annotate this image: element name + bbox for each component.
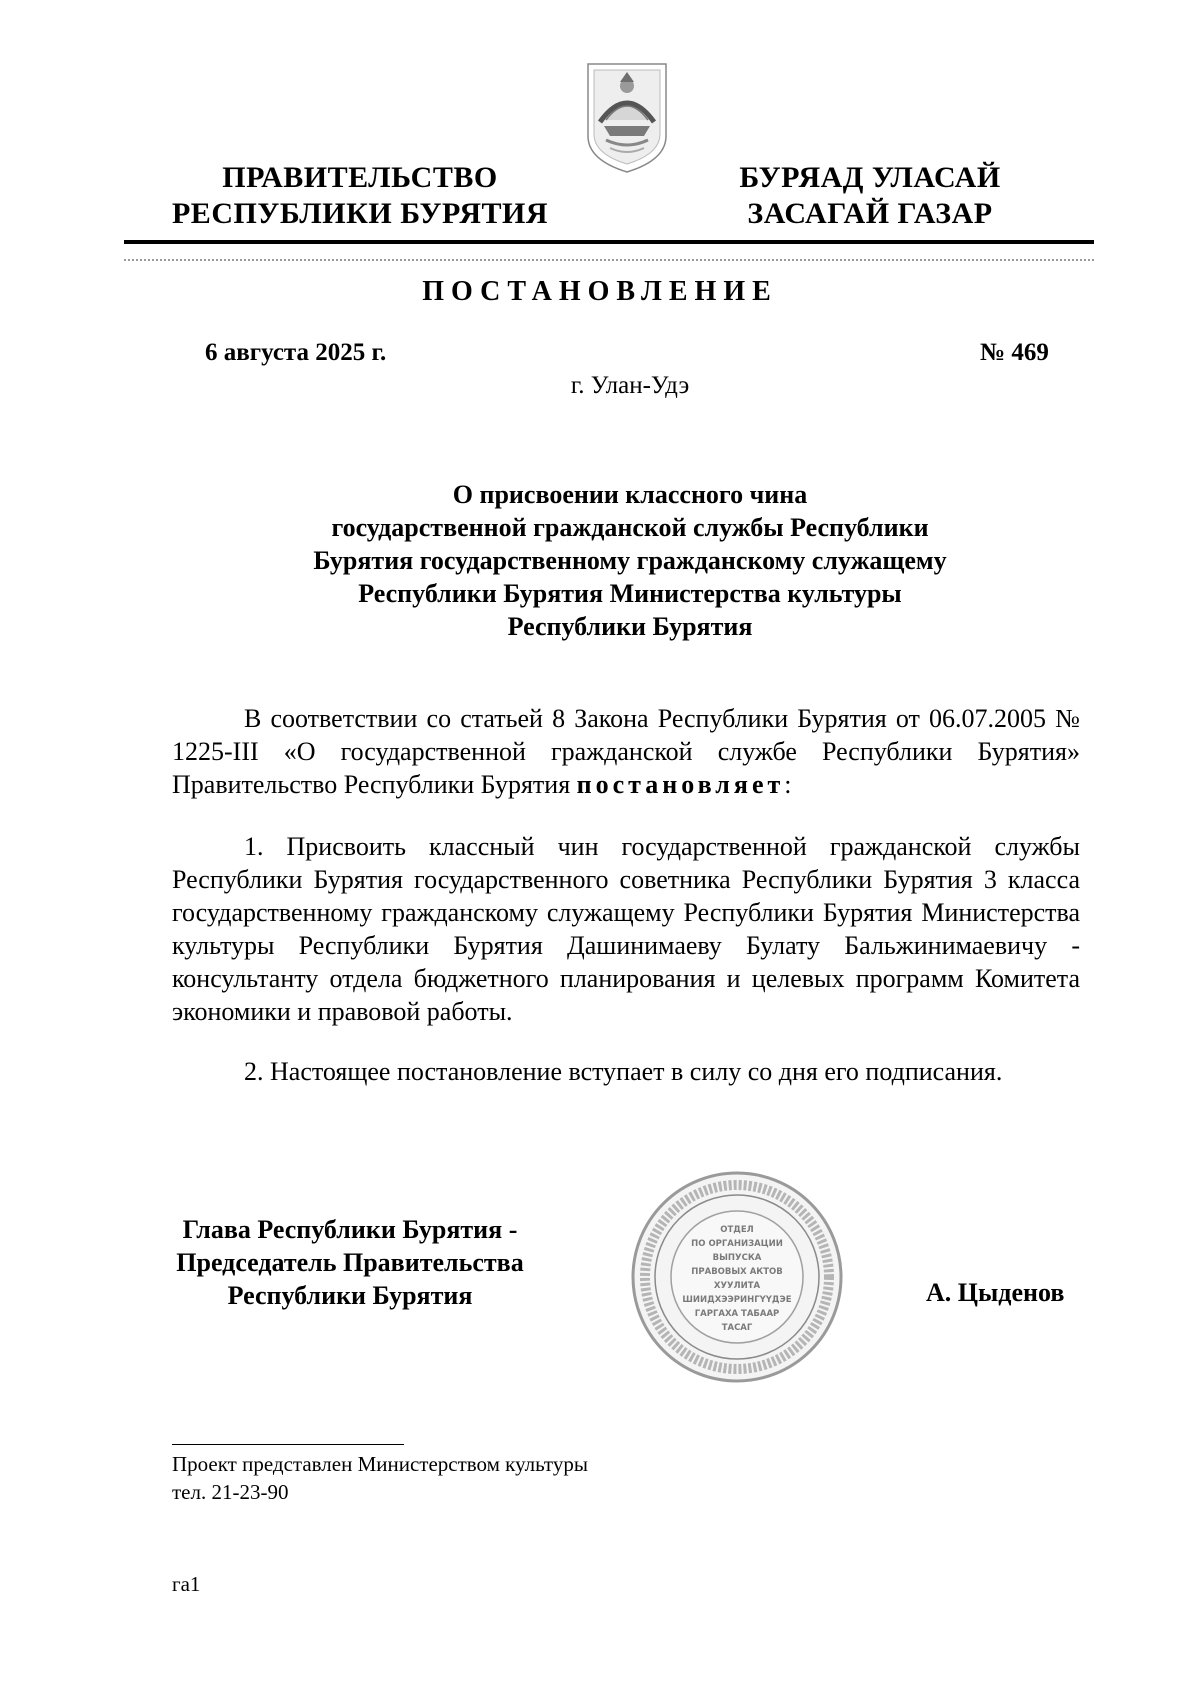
body-paragraph-preamble <box>172 702 1080 801</box>
footnote-divider <box>172 1444 404 1445</box>
signer-name: А. Цыденов <box>926 1278 1065 1307</box>
svg-text:ШИИДХЭЭРИНГҮҮДЭЕ: ШИИДХЭЭРИНГҮҮДЭЕ <box>682 1295 792 1305</box>
title-line: Республики Бурятия Министерства культуры <box>358 579 902 608</box>
signer-position-line: Председатель Правительства <box>176 1248 524 1277</box>
preamble-end: : <box>784 770 792 799</box>
document-type: ПОСТАНОВЛЕНИЕ <box>422 276 778 307</box>
signer-position-line: Республики Бурятия <box>227 1281 473 1310</box>
body-paragraph-2: 2. Настоящее постановление вступает в силу со дня его подписания. <box>244 1057 1003 1086</box>
signer-position-line: Глава Республики Бурятия - <box>182 1215 518 1244</box>
svg-text:ГАРГАХА ТАБААР: ГАРГАХА ТАБААР <box>694 1309 780 1319</box>
official-seal-icon <box>628 1168 846 1386</box>
org-name-left-line1: ПРАВИТЕЛЬСТВО <box>222 161 498 194</box>
svg-text:ВЫПУСКА: ВЫПУСКА <box>712 1253 762 1263</box>
signer-position <box>140 1213 560 1312</box>
document-number: № 469 <box>980 339 1049 366</box>
footnote <box>172 1450 588 1506</box>
resolves-word: постановляет <box>576 770 785 799</box>
header-divider <box>124 240 1094 244</box>
document-code: га1 <box>172 1572 201 1596</box>
title-line: О присвоении классного чина <box>452 480 808 509</box>
org-name-right-line2: ЗАСАГАЙ ГАЗАР <box>747 197 993 230</box>
svg-text:ПО ОРГАНИЗАЦИИ: ПО ОРГАНИЗАЦИИ <box>691 1239 783 1249</box>
svg-text:ТАСАГ: ТАСАГ <box>721 1323 753 1333</box>
org-name-right-line1: БУРЯАД УЛАСАЙ <box>739 161 1001 194</box>
svg-text:ХУУЛИТА: ХУУЛИТА <box>713 1281 761 1291</box>
org-name-right <box>720 160 1020 232</box>
org-name-left <box>160 160 560 232</box>
document-title <box>220 478 1040 643</box>
coat-of-arms-icon <box>584 56 670 174</box>
title-line: Республики Бурятия <box>507 612 753 641</box>
header-divider-dotted <box>124 259 1094 261</box>
document-city: г. Улан-Удэ <box>570 372 690 399</box>
title-line: государственной гражданской службы Республики <box>331 513 929 542</box>
body-paragraph-1: 1. Присвоить классный чин государственной гражданской службы Республики Бурятия государственного советника Республики Бурятия 3 класса государственному гражданскому служащему Республики Бурятия Министерства культуры Республики Бурятия Дашинимаеву Булату Бальжинимаевичу - консультанту отдела бюджетного планирования и целевых программ Комитета экономики и правовой работы. <box>172 832 1080 1026</box>
footnote-line: Проект представлен Министерством культуры <box>172 1452 588 1476</box>
preamble-text: В соответствии со статьей 8 Закона Республики Бурятия от 06.07.2005 № 1225-III «О государственной гражданской службе Республики Бурятия» Правительство Республики Бурятия <box>172 704 1080 799</box>
org-name-left-line2: РЕСПУБЛИКИ БУРЯТИЯ <box>171 197 549 230</box>
svg-text:ОТДЕЛ: ОТДЕЛ <box>720 1225 754 1235</box>
document-date: 6 августа 2025 г. <box>205 339 387 366</box>
footnote-line: тел. 21-23-90 <box>172 1480 289 1504</box>
title-line: Бурятия государственному гражданскому служащему <box>313 546 947 575</box>
svg-text:ПРАВОВЫХ АКТОВ: ПРАВОВЫХ АКТОВ <box>691 1267 783 1277</box>
